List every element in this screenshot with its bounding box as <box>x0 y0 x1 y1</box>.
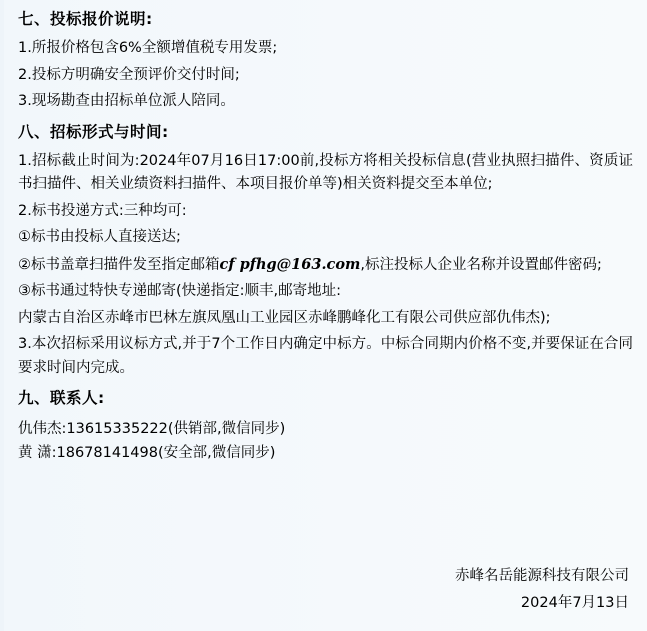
footer-company-name: 赤峰名岳能源科技有限公司 <box>455 568 629 585</box>
section-8-item-3: 3.本次招标采用议标方式,并于7个工作日内确定中标方。中标合同期内价格不变,并要保证在合同要求时间内完成。 <box>18 336 633 376</box>
bid-email-address: cf pfhg@163.com <box>219 255 361 273</box>
section-7-item-3: 3.现场勘查由招标单位派人陪同。 <box>18 93 235 110</box>
section-7-heading: 七、投标报价说明: <box>18 10 153 28</box>
section-8-item-2c-address: 内蒙古自治区赤峰市巴林左旗凤凰山工业园区赤峰鹏峰化工有限公司供应部仇伟杰); <box>18 309 551 326</box>
section-8-item-2a: ①标书由投标人直接送达; <box>18 229 181 246</box>
contact-item: 黄 潇:18678141498(安全部,微信同步) <box>18 445 276 462</box>
section-7-item-1: 1.所报价格包含6%全额增值税专用发票; <box>18 40 278 57</box>
section-8-item-2c: ③标书通过特快专递邮寄(快递指定:顺丰,邮寄地址: <box>18 283 342 300</box>
page-left-margin <box>0 0 4 631</box>
section-9-heading: 九、联系人: <box>18 389 105 408</box>
contact-list <box>18 417 633 466</box>
footer-date: 2024年7月13日 <box>520 595 629 612</box>
section-8-item-1: 1.招标截止时间为:2024年07月16日17:00前,投标方将相关投标信息(营业执照扫描件、资质证书扫描件、相关业绩资料扫描件、本项目报价单等)相关资料提交至本单位; <box>18 152 633 193</box>
document-footer <box>455 563 629 617</box>
section-8-item-2: 2.标书投递方式:三种均可: <box>18 202 187 219</box>
section-7-item-2: 2.投标方明确安全预评价交付时间; <box>18 66 240 83</box>
item-2b-suffix: ,标注投标人企业名称并设置邮件密码; <box>360 256 602 273</box>
item-2b-prefix: ②标书盖章扫描件发至指定邮箱 <box>18 256 220 273</box>
section-8-item-2b <box>18 253 633 277</box>
section-8-heading: 八、招标形式与时间: <box>18 122 169 141</box>
contact-item: 仇伟杰:13615335222(供销部,微信同步) <box>18 420 286 437</box>
